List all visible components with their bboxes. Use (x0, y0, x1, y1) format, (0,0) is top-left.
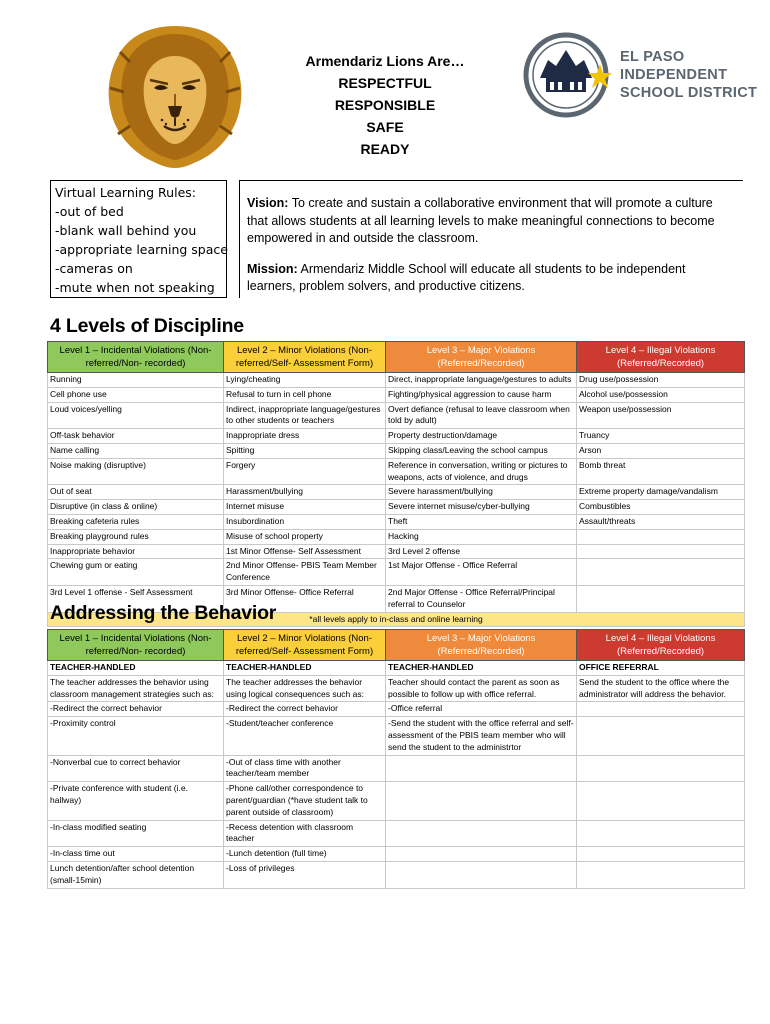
mission-statement (247, 261, 737, 296)
rule-item: -cameras on (55, 261, 133, 276)
episd-emblem-icon (522, 30, 618, 120)
table-cell: OFFICE REFERRAL (577, 661, 745, 676)
table-cell: Out of seat (48, 485, 224, 500)
table-cell: -Recess detention with classroom teacher (224, 820, 386, 847)
episd-logo (522, 30, 762, 120)
table-cell: Breaking playground rules (48, 529, 224, 544)
table-row (48, 443, 745, 458)
table-cell: Severe harassment/bullying (386, 485, 577, 500)
vision-mission (239, 180, 743, 298)
discipline-table (47, 341, 745, 627)
table-cell: Insubordination (224, 514, 386, 529)
table-row (48, 458, 745, 485)
table-cell: Bomb threat (577, 458, 745, 485)
table-cell: Skipping class/Leaving the school campus (386, 443, 577, 458)
table-cell: Loud voices/yelling (48, 402, 224, 429)
rule-item: -mute when not speaking (55, 280, 215, 295)
table-cell: Severe internet misuse/cyber-bullying (386, 500, 577, 515)
table-row (48, 485, 745, 500)
header-level-1: Level 1 – Incidental Violations (Non-referred/Non- recorded) (48, 342, 224, 373)
table-cell: Fighting/physical aggression to cause harm (386, 387, 577, 402)
motto-responsible: RESPONSIBLE (334, 97, 436, 113)
table-cell: Property destruction/damage (386, 429, 577, 444)
table-cell: Disruptive (in class & online) (48, 500, 224, 515)
table-row (48, 500, 745, 515)
rule-item: -out of bed (55, 204, 124, 219)
table-cell: Theft (386, 514, 577, 529)
mission-label: Mission: (247, 261, 298, 276)
behavior-title: Addressing the Behavior (50, 602, 277, 624)
table-cell: -Nonverbal cue to correct behavior (48, 755, 224, 782)
table-row (48, 661, 745, 676)
motto-respectful: RESPECTFUL (338, 75, 432, 91)
school-motto (280, 50, 490, 160)
table-cell: -Lunch detention (full time) (224, 847, 386, 862)
table-cell: 3rd Level 2 offense (386, 544, 577, 559)
table-cell: Indirect, inappropriate language/gestures to other students or teachers (224, 402, 386, 429)
behavior-rows (48, 661, 745, 889)
table-cell: Running (48, 373, 224, 388)
table-cell: Weapon use/possession (577, 402, 745, 429)
table-cell: Internet misuse (224, 500, 386, 515)
table-cell: -In-class time out (48, 847, 224, 862)
table-cell: Noise making (disruptive) (48, 458, 224, 485)
table-cell: -Private conference with student (i.e. hallway) (48, 782, 224, 820)
table-cell: Hacking (386, 529, 577, 544)
table-cell: -Out of class time with another teacher/team member (224, 755, 386, 782)
table-cell (577, 559, 745, 586)
table-row (48, 755, 745, 782)
table-cell: The teacher addresses the behavior using logical consequences such as: (224, 675, 386, 702)
table-row (48, 544, 745, 559)
table-cell: Drug use/possession (577, 373, 745, 388)
table-cell: -In-class modified seating (48, 820, 224, 847)
table-cell: TEACHER-HANDLED (48, 661, 224, 676)
district-name-line1: EL PASO (620, 49, 685, 65)
table-cell: Alcohol use/possession (577, 387, 745, 402)
table-row (48, 514, 745, 529)
table-cell: TEACHER-HANDLED (386, 661, 577, 676)
table-cell: -Loss of privileges (224, 861, 386, 888)
rules-title: Virtual Learning Rules: (55, 185, 196, 200)
header-level-2: Level 2 – Minor Violations (Non-referred/Self- Assessment Form) (224, 630, 386, 661)
lion-mascot-logo (100, 22, 250, 172)
online-note: *all levels apply to in-class and online learning (48, 612, 745, 627)
table-cell: Cell phone use (48, 387, 224, 402)
table-row (48, 529, 745, 544)
table-row (48, 782, 745, 820)
table-cell (386, 861, 577, 888)
table-cell: TEACHER-HANDLED (224, 661, 386, 676)
district-name-line2: INDEPENDENT (620, 67, 728, 83)
rule-item: -blank wall behind you (55, 223, 197, 238)
table-cell (577, 585, 745, 612)
table-row (48, 675, 745, 702)
vision-text: To create and sustain a collaborative environment that will promote a culture that allows students at all learning levels to make meaningful connections to become empowered in and outside the classroom. (247, 196, 715, 245)
table-cell: Forgery (224, 458, 386, 485)
table-cell: Misuse of school property (224, 529, 386, 544)
table-cell: 3rd Minor Offense- Office Referral (224, 585, 386, 612)
table-cell: Breaking cafeteria rules (48, 514, 224, 529)
behavior-table (47, 629, 745, 889)
table-row (48, 847, 745, 862)
table-cell: 2nd Major Offense - Office Referral/Principal referral to Counselor (386, 585, 577, 612)
discipline-rows (48, 373, 745, 627)
table-row (48, 861, 745, 888)
table-cell: Combustibles (577, 500, 745, 515)
district-name-line3: SCHOOL DISTRICT (620, 85, 758, 101)
table-cell (577, 861, 745, 888)
table-cell (577, 544, 745, 559)
table-cell (386, 820, 577, 847)
table-cell: Chewing gum or eating (48, 559, 224, 586)
table-cell: Truancy (577, 429, 745, 444)
table-row (48, 717, 745, 755)
header-level-1: Level 1 – Incidental Violations (Non-referred/Non- recorded) (48, 630, 224, 661)
table-cell: 1st Major Offense - Office Referral (386, 559, 577, 586)
table-cell: -Send the student with the office referral and self-assessment of the PBIS team member who will send the student to the administrtor (386, 717, 577, 755)
table-cell (577, 782, 745, 820)
mission-text: Armendariz Middle School will educate all students to be independent learners, problem solvers, and productive citizens. (247, 261, 686, 293)
header-level-3: Level 3 – Major Violations (Referred/Recorded) (386, 342, 577, 373)
header-level-4: Level 4 – Illegal Violations (Referred/Recorded) (577, 342, 745, 373)
table-cell (577, 820, 745, 847)
motto-safe: SAFE (366, 119, 404, 135)
table-cell: Reference in conversation, writing or pictures to weapons, acts of violence, and drugs (386, 458, 577, 485)
rule-item: -appropriate learning space (55, 242, 228, 257)
table-cell: Overt defiance (refusal to leave classroom when told by adult) (386, 402, 577, 429)
table-row (48, 387, 745, 402)
header-level-3: Level 3 – Major Violations (Referred/Recorded) (386, 630, 577, 661)
table-cell: Extreme property damage/vandalism (577, 485, 745, 500)
table-cell: Arson (577, 443, 745, 458)
table-cell: Lying/cheating (224, 373, 386, 388)
virtual-learning-rules (50, 180, 227, 298)
table-cell: Inappropriate behavior (48, 544, 224, 559)
table-cell: -Redirect the correct behavior (48, 702, 224, 717)
table-cell: Name calling (48, 443, 224, 458)
vision-label: Vision: (247, 196, 289, 210)
table-cell: 1st Minor Offense- Self Assessment (224, 544, 386, 559)
table-cell (577, 755, 745, 782)
table-cell: -Phone call/other correspondence to parent/guardian (*have student talk to parent outside of classroom) (224, 782, 386, 820)
table-cell: Assault/threats (577, 514, 745, 529)
table-cell: Off-task behavior (48, 429, 224, 444)
table-cell: 3rd Level 1 offense - Self Assessment (48, 585, 224, 612)
table-row (48, 820, 745, 847)
table-cell: 2nd Minor Offense- PBIS Team Member Conference (224, 559, 386, 586)
table-cell (577, 529, 745, 544)
motto-heading: Armendariz Lions Are… (305, 53, 465, 69)
table-cell: Direct, inappropriate language/gestures to adults (386, 373, 577, 388)
vision-statement (247, 195, 737, 248)
table-cell (577, 847, 745, 862)
table-cell (577, 702, 745, 717)
table-cell: -Student/teacher conference (224, 717, 386, 755)
table-cell (386, 847, 577, 862)
motto-ready: READY (360, 141, 410, 157)
table-cell (386, 782, 577, 820)
discipline-title: 4 Levels of Discipline (50, 315, 244, 337)
table-row (48, 429, 745, 444)
table-row (48, 702, 745, 717)
table-row (48, 559, 745, 586)
table-row (48, 373, 745, 388)
table-cell: The teacher addresses the behavior using classroom management strategies such as: (48, 675, 224, 702)
table-row (48, 402, 745, 429)
table-cell: Harassment/bullying (224, 485, 386, 500)
table-cell: -Proximity control (48, 717, 224, 755)
table-cell: -Redirect the correct behavior (224, 702, 386, 717)
table-cell: Lunch detention/after school detention (small-15min) (48, 861, 224, 888)
table-cell: Send the student to the office where the administrator will address the behavior. (577, 675, 745, 702)
table-cell: Refusal to turn in cell phone (224, 387, 386, 402)
header-level-2: Level 2 – Minor Violations (Non-referred/Self- Assessment Form) (224, 342, 386, 373)
table-cell (577, 717, 745, 755)
table-cell: -Office referral (386, 702, 577, 717)
table-cell (386, 755, 577, 782)
table-cell: Teacher should contact the parent as soon as possible to follow up with office referral. (386, 675, 577, 702)
header-level-4: Level 4 – Illegal Violations (Referred/Recorded) (577, 630, 745, 661)
table-cell: Spitting (224, 443, 386, 458)
table-cell: Inappropriate dress (224, 429, 386, 444)
